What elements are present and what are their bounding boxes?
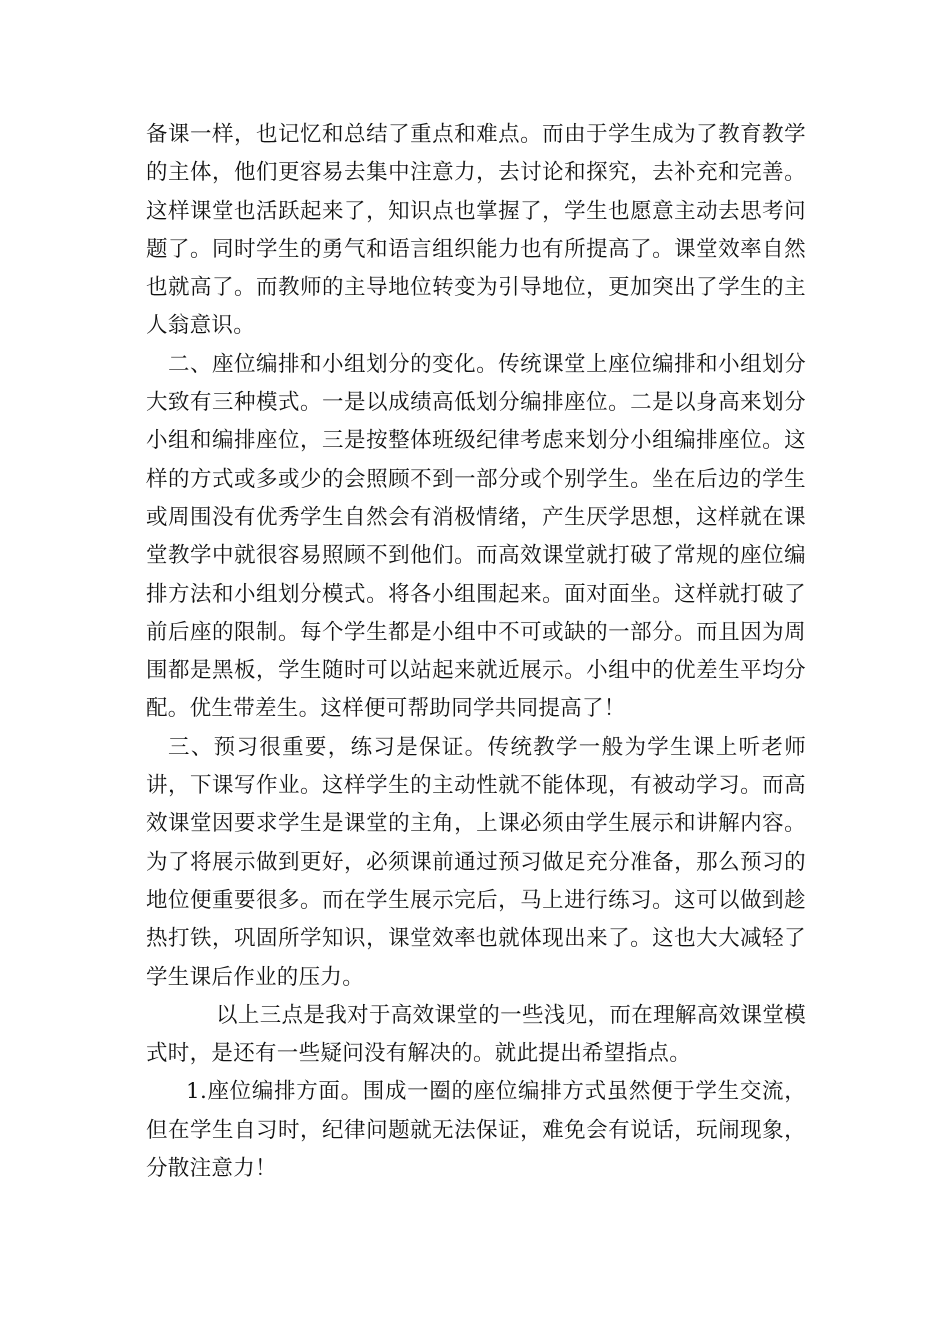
- paragraph-continuation: 备课一样，也记忆和总结了重点和难点。而由于学生成为了教育教学的主体，他们更容易去集中注意力，去讨论和探究，去补充和完善。这样课堂也活跃起来了，知识点也掌握了，学生也愿意主动去思考问题了。同时学生的勇气和语言组织能力也有所提高了。课堂效率自然也就高了。而教师的主导地位转变为引导地位，更加突出了学生的主人翁意识。: [146, 122, 806, 339]
- paragraph-seating-arrangement: 二、座位编排和小组划分的变化。传统课堂上座位编排和小组划分大致有三种模式。一是以成绩高低划分编排座位。二是以身高来划分小组和编排座位，三是按整体班级纪律考虑来划分小组编排座位。这样的方式或多或少的会照顾不到一部分或个别学生。坐在后边的学生或周围没有优秀学生自然会有消极情绪，产生厌学思想，这样就在课堂教学中就很容易照顾不到他们。而高效课堂就打破了常规的座位编排方法和小组划分模式。将各小组围起来。面对面坐。这样就打破了前后座的限制。每个学生都是小组中不可或缺的一部分。而且因为周围都是黑板，学生随时可以站起来就近展示。小组中的优差生平均分配。优生带差生。这样便可帮助同学共同提高了！: [146, 351, 806, 722]
- paragraph-summary: 以上三点是我对于高效课堂的一些浅见，而在理解高效课堂模式时，是还有一些疑问没有解决的。就此提出希望指点。: [146, 1002, 806, 1067]
- paragraph-question-1: 1.座位编排方面。围成一圈的座位编排方式虽然便于学生交流，但在学生自习时，纪律问题就无法保证，难免会有说话，玩闹现象，分散注意力！: [146, 1079, 806, 1182]
- paragraph-preview-practice: 三、预习很重要，练习是保证。传统教学一般为学生课上听老师讲，下课写作业。这样学生的主动性就不能体现，有被动学习。而高效课堂因要求学生是课堂的主角，上课必须由学生展示和讲解内容。为了将展示做到更好，必须课前通过预习做足充分准备，那么预习的地位便重要很多。而在学生展示完后，马上进行练习。这可以做到趁热打铁，巩固所学知识，课堂效率也就体现出来了。这也大大减轻了学生课后作业的压力。: [146, 734, 806, 990]
- body-text: [146, 116, 806, 1188]
